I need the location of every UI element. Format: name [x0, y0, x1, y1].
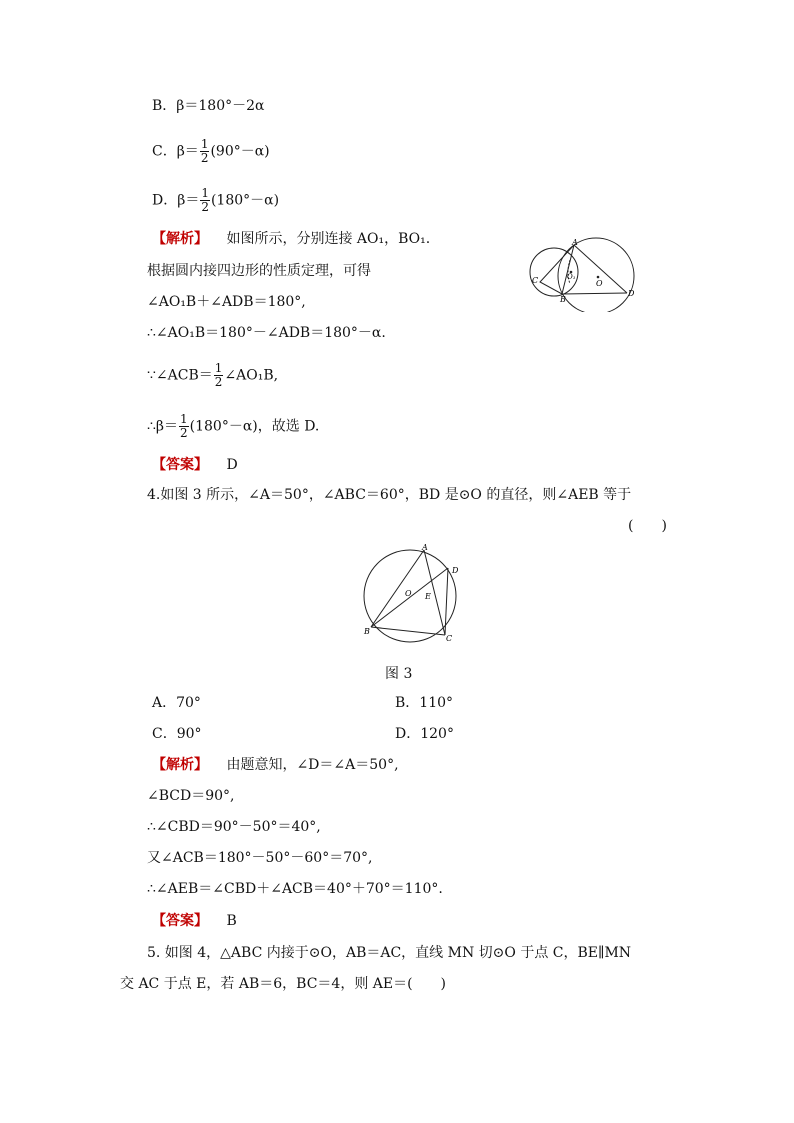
- solution1-line6: [147, 413, 319, 440]
- label-o: O: [405, 589, 412, 598]
- solution1-text1: 如图所示，分别连接 AO₁，BO₁.: [226, 231, 431, 247]
- label-a: A: [572, 238, 578, 247]
- fraction-denominator: 2: [214, 375, 223, 389]
- label-a: A: [422, 543, 428, 552]
- fraction-numerator: 1: [200, 137, 209, 151]
- solution2-line5: ∴∠AEB＝∠CBD＋∠ACB＝40°＋70°＝110°.: [147, 881, 443, 897]
- label-o: O: [596, 279, 603, 288]
- label-b: B: [560, 295, 566, 304]
- fraction-numerator: 1: [201, 186, 209, 200]
- question4-option-d: D．120°: [395, 726, 454, 742]
- point-o: [597, 276, 600, 279]
- solution2-line3: ∴∠CBD＝90°－50°＝40°,: [147, 819, 321, 835]
- circle-figure-3: [358, 541, 470, 647]
- answer-tag: 【答案】: [152, 457, 208, 473]
- figure3-caption: 图 3: [385, 666, 413, 682]
- segment-bc: [371, 627, 445, 635]
- segment-dc: [445, 568, 448, 635]
- solution1-line6-prefix: ∴β＝: [147, 418, 179, 435]
- label-d: D: [628, 289, 635, 298]
- option-c-prefix: C．β＝: [152, 143, 199, 160]
- option-d-prefix: D．β＝: [152, 192, 200, 209]
- solution1-line3: ∠AO₁B＋∠ADB＝180°,: [147, 294, 306, 310]
- answer1-value: D: [226, 457, 238, 473]
- label-o1: O₁: [567, 273, 576, 281]
- solution1-line5-suffix: ∠AO₁B,: [224, 367, 279, 384]
- question4-answer-paren: ( ): [628, 518, 667, 534]
- option-b-prev: B．β＝180°－2α: [152, 98, 265, 114]
- answer1-line: [152, 456, 238, 474]
- label-d: D: [452, 566, 459, 575]
- fraction-half: [200, 138, 210, 165]
- label-e: E: [425, 592, 431, 601]
- fraction-half: [179, 413, 189, 440]
- segment-bd: [562, 293, 627, 294]
- question5-line2: 交 AC 于点 E，若 AB＝6，BC＝4，则 AE＝( ): [120, 976, 447, 992]
- answer-tag: 【答案】: [152, 913, 208, 929]
- fraction-half: [214, 362, 224, 389]
- fraction-denominator: 2: [201, 200, 209, 214]
- solution2-line2: ∠BCD＝90°,: [147, 788, 235, 804]
- option-d-suffix: (180°－α): [210, 192, 280, 209]
- question4-option-c: C．90°: [152, 726, 202, 742]
- analysis-tag: 【解析】: [152, 231, 208, 247]
- label-c: C: [532, 276, 539, 285]
- solution1-line5: [147, 362, 278, 389]
- two-circles-figure: [527, 236, 647, 312]
- solution1-line5-prefix: ∵∠ACB＝: [147, 367, 213, 384]
- solution1-line4: ∴∠AO₁B＝180°－∠ADB＝180°－α.: [147, 325, 386, 341]
- solution2-text1: 由题意知，∠D＝∠A＝50°,: [226, 757, 399, 773]
- solution2-line4: 又∠ACB＝180°－50°－60°＝70°,: [147, 850, 373, 866]
- solution1-line2: 根据圆内接四边形的性质定理，可得: [147, 263, 371, 279]
- option-d-prev: [152, 187, 279, 214]
- question4-option-a: A．70°: [152, 695, 201, 711]
- analysis-tag: 【解析】: [152, 757, 208, 773]
- solution1-line6-suffix: (180°－α)，故选 D.: [189, 418, 320, 435]
- fraction-numerator: 1: [214, 361, 223, 375]
- fraction-denominator: 2: [180, 426, 188, 440]
- question4-stem: 4.如图 3 所示，∠A＝50°，∠ABC＝60°，BD 是⊙O 的直径，则∠AEB 等于: [147, 487, 632, 503]
- fraction-denominator: 2: [200, 151, 209, 165]
- option-c-suffix: (90°－α): [210, 143, 270, 160]
- fraction-half: [200, 187, 210, 214]
- question5-line1: 5. 如图 4，△ABC 内接于⊙O，AB＝AC，直线 MN 切⊙O 于点 C，BE∥MN: [147, 945, 632, 961]
- fraction-numerator: 1: [180, 412, 188, 426]
- question4-option-b: B．110°: [395, 695, 454, 711]
- answer2-value: B: [226, 913, 237, 929]
- solution2-line1: [152, 756, 399, 774]
- option-c-prev: [152, 138, 270, 165]
- triangle-acb: [540, 245, 574, 294]
- label-b: B: [364, 627, 370, 636]
- label-c: C: [446, 634, 453, 643]
- answer2-line: [152, 912, 237, 930]
- solution1-line1: [152, 230, 430, 248]
